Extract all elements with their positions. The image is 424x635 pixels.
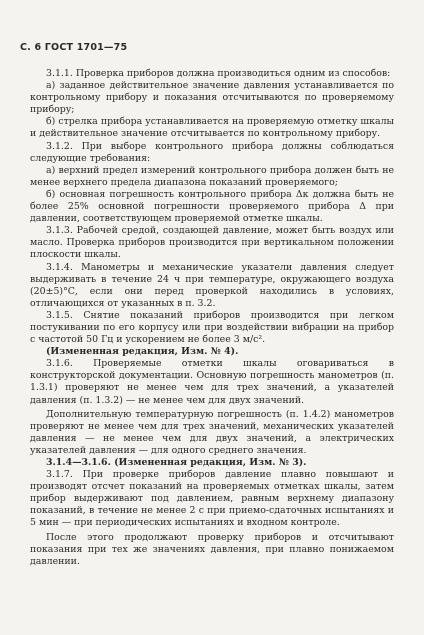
paragraph-3-1-2: 3.1.2. При выборе контрольного прибора должны соблюдаться следующие требования: [30, 140, 394, 164]
page-header: С. 6 ГОСТ 1701—75 [20, 42, 128, 53]
paragraph-3-1-2-b: б) основная погрешность контрольного прибора Δк должна быть не более 25% основной погрешности проверяемого прибора Δ при давлении, соответствующем проверяемой отметке шкалы. [30, 188, 394, 225]
paragraph-3-1-2-a: а) верхний предел измерений контрольного прибора должен быть не менее верхнего предела диапазона показаний проверяемого; [30, 164, 394, 188]
paragraph-after-check: После этого продолжают проверку приборов и отсчитывают показания при тех же значениях давления, при плавно понижаемом давлении. [30, 531, 394, 567]
paragraph-3-1-1-a: а) заданное действительное значение давления устанавливается по контрольному прибору и показания отсчитываются по проверяемому прибору; [30, 80, 394, 116]
amendment-note-3: 3.1.4—3.1.6. (Измененная редакция, Изм. № 3). [46, 457, 307, 468]
paragraph-3-1-1-b: б) стрелка прибора устанавливается на проверяемую отметку шкалы и действительное значение отсчитывается по контрольному прибору. [30, 116, 394, 140]
amendment-note-4: (Измененная редакция, Изм. № 4). [46, 346, 239, 358]
paragraph-3-1-1: 3.1.1. Проверка приборов должна производиться одним из способов: [46, 68, 391, 79]
paragraph-temperature-error: Дополнительную температурную погрешность (п. 1.4.2) манометров проверяют не менее чем для трех значений, механических указателей давления — не менее чем для двух значений, а электрических указателей давления — для одного среднего значения. [30, 408, 394, 456]
paragraph-3-1-7: 3.1.7. При проверке приборов давление плавно повышают и производят отсчет показаний на проверяемых отметках шкалы, затем прибор выдерживают под давлением, равным верхнему диапазону показаний, в течение не менее 2 с при приемо-сдаточных испытаниях и 5 мин — при периодических испытаниях и входном контроле. [30, 469, 394, 529]
document-body [30, 68, 394, 568]
paragraph-3-1-5: 3.1.5. Снятие показаний приборов производится при легком постукивании по его корпусу или при воздействии вибрации на прибор с частотой 50 Гц и ускорением не более 3 м/с². [30, 309, 394, 346]
paragraph-3-1-4: 3.1.4. Манометры и механические указатели давления следует выдерживать в течение 24 ч при температуре, окружающего воздуха (20±5)°С, если они перед проверкой находились в условиях, отличающихся от указанных в п. 3.2. [30, 261, 394, 309]
paragraph-3-1-3: 3.1.3. Рабочей средой, создающей давление, может быть воздух или масло. Проверка приборов производится при вертикальном положении плоскости шкалы. [30, 225, 394, 261]
paragraph-3-1-6: 3.1.6. Проверяемые отметки шкалы оговариваться в конструкторской документации. Основную погрешность манометров (п. 1.3.1) проверяют не менее чем для трех значений, а указателей давления (п. 1.3.2) — не менее чем для двух значений. [30, 358, 394, 406]
